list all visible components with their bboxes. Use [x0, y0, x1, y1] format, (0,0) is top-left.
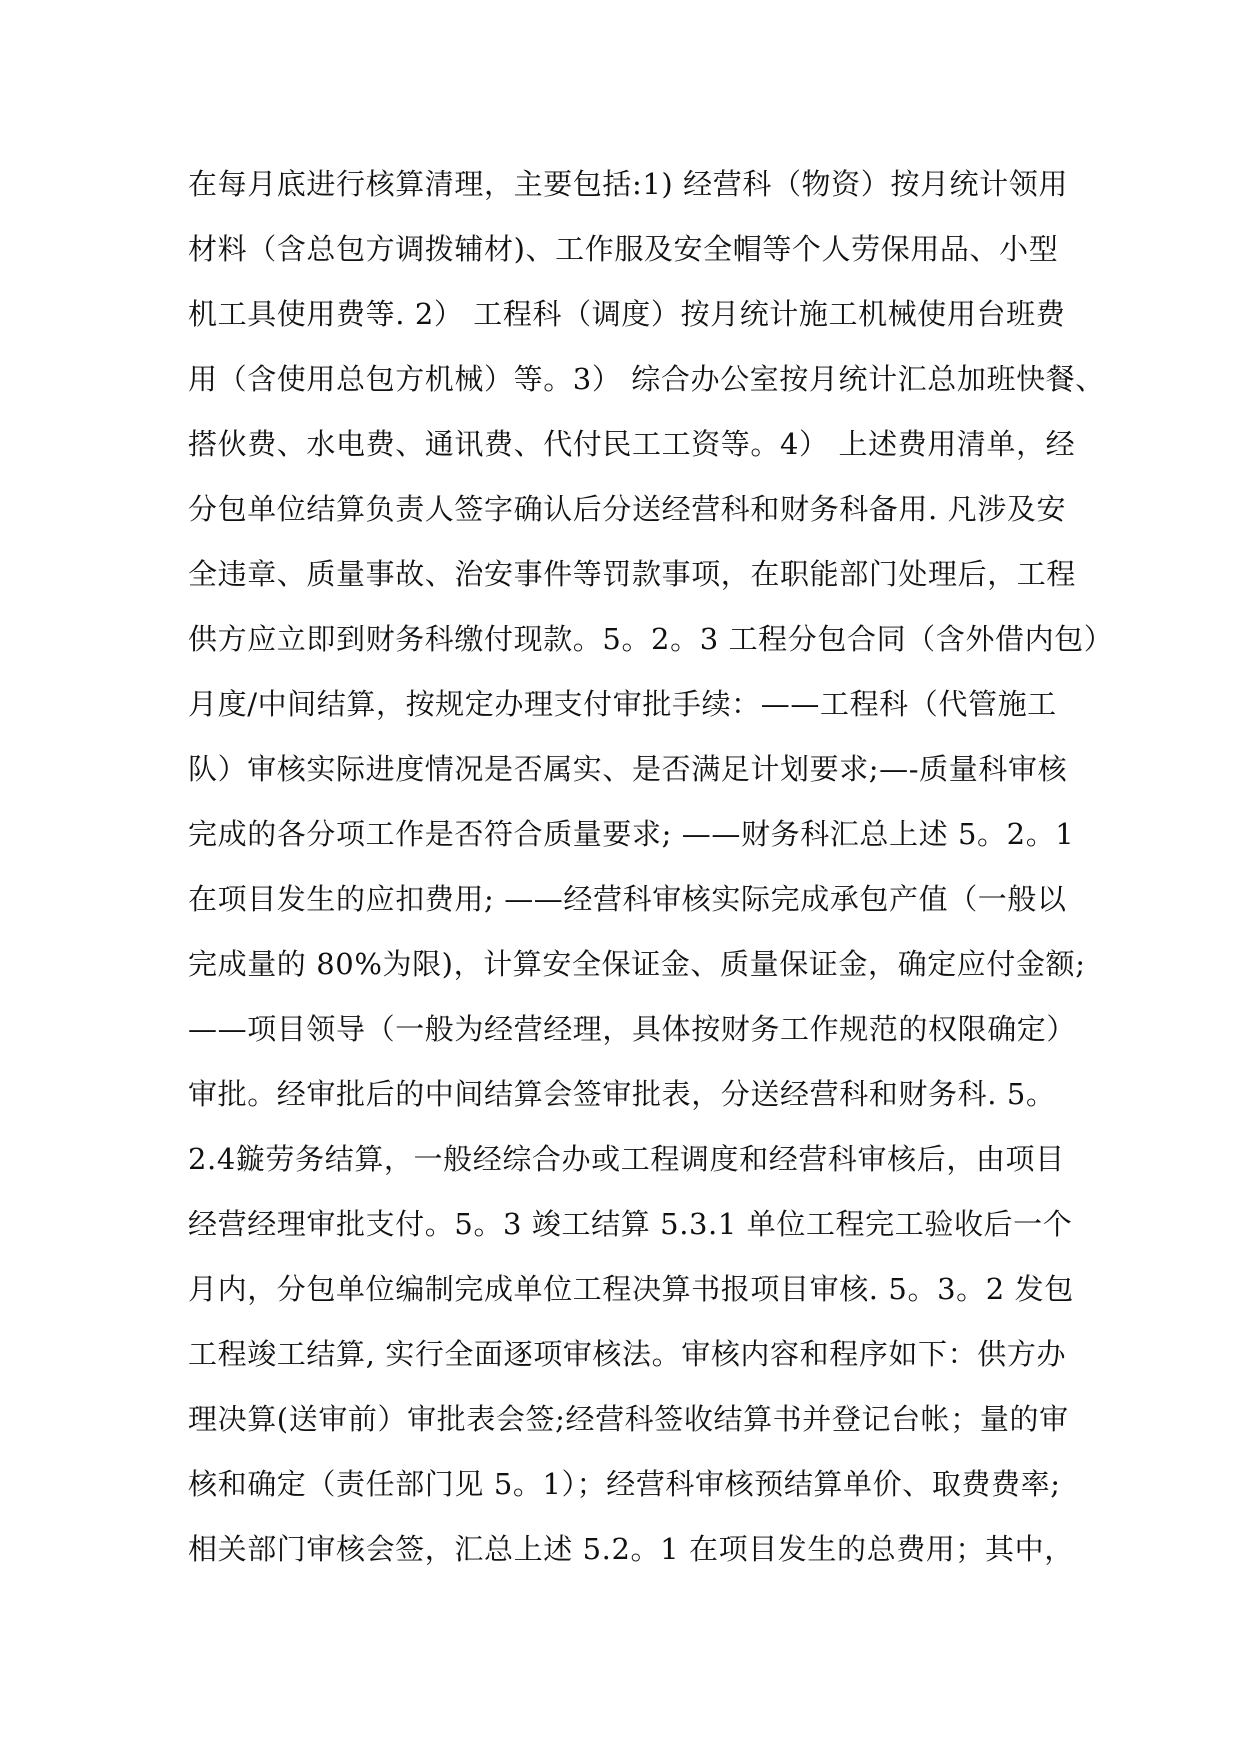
- text-line: 完成的各分项工作是否符合质量要求; ——财务科汇总上述 5。2。1: [188, 817, 1075, 851]
- text-line: 队）审核实际进度情况是否属实、是否满足计划要求;—-质量科审核: [188, 752, 1068, 786]
- text-line: 供方应立即到财务科缴付现款。5。2。3 工程分包合同（含外借内包）: [188, 622, 1114, 656]
- text-line: 在每月底进行核算清理，主要包括:1) 经营科（物资）按月统计领用: [188, 167, 1068, 201]
- text-line: 完成量的 80%为限)，计算安全保证金、质量保证金，确定应付金额;: [188, 947, 1086, 981]
- text-line: 材料（含总包方调拨辅材)、工作服及安全帽等个人劳保用品、小型: [188, 232, 1059, 266]
- text-line: 分包单位结算负责人签字确认后分送经营科和财务科备用. 凡涉及安: [188, 492, 1067, 526]
- text-line: 核和确定（责任部门见 5。1）；经营科审核预结算单价、取费费率;: [188, 1467, 1061, 1501]
- text-line: 搭伙费、水电费、通讯费、代付民工工资等。4） 上述费用清单，经: [188, 427, 1076, 461]
- text-line: 理决算(送审前）审批表会签;经营科签收结算书并登记台帐；量的审: [188, 1402, 1069, 1436]
- text-line: 用（含使用总包方机械）等。3） 综合办公室按月统计汇总加班快餐、: [188, 362, 1105, 396]
- text-line: 全违章、质量事故、治安事件等罚款事项，在职能部门处理后，工程: [188, 557, 1077, 591]
- text-line: 2.4鏇劳务结算，一般经综合办或工程调度和经营科审核后，由项目: [188, 1142, 1065, 1176]
- text-line: 审批。经审批后的中间结算会签审批表，分送经营科和财务科. 5。: [188, 1077, 1056, 1111]
- document-body: [188, 158, 1114, 1588]
- text-line: 月度/中间结算，按规定办理支付审批手续：——工程科（代管施工: [188, 687, 1057, 721]
- text-line: 相关部门审核会签，汇总上述 5.2。1 在项目发生的总费用；其中，: [188, 1532, 1074, 1566]
- text-line: 经营经理审批支付。5。3 竣工结算 5.3.1 单位工程完工验收后一个: [188, 1207, 1073, 1241]
- text-line: ——项目领导（一般为经营经理，具体按财务工作规范的权限确定）: [188, 1012, 1077, 1046]
- text-line: 工程竣工结算, 实行全面逐项审核法。审核内容和程序如下：供方办: [188, 1337, 1067, 1371]
- text-line: 月内，分包单位编制完成单位工程决算书报项目审核. 5。3。2 发包: [188, 1272, 1074, 1306]
- text-line: 在项目发生的应扣费用; ——经营科审核实际完成承包产值（一般以: [188, 882, 1067, 916]
- text-line: 机工具使用费等. 2） 工程科（调度）按月统计施工机械使用台班费: [188, 297, 1066, 331]
